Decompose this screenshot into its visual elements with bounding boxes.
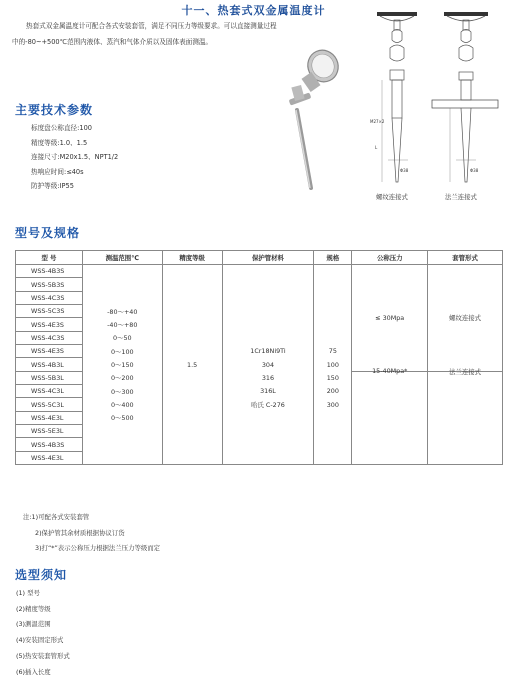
- range-cell: 0～300: [82, 385, 162, 398]
- spec-cell: 75: [314, 345, 352, 358]
- note-item: 3)打“*”表示公称压力根据法兰压力等级而定: [35, 544, 161, 552]
- model-cell: WSS-4E3L: [16, 411, 83, 424]
- model-spec-table: [15, 250, 503, 465]
- thermometer-photo: [283, 40, 353, 190]
- model-cell: WSS-4E3S: [16, 345, 83, 358]
- header-material: 保护管材料: [222, 251, 314, 265]
- material-cell: 304: [222, 358, 314, 371]
- sleeve-type-cell-2: 法兰连接式: [428, 371, 503, 464]
- note-item: 2)保护管其余材质根据协议订货: [35, 528, 125, 537]
- header-accuracy: 精度等级: [162, 251, 222, 265]
- note-item: 注:1)可配各式安装套管: [23, 513, 90, 521]
- page-title: 十一、热套式双金属温度计: [181, 4, 326, 17]
- range-cell: 0～50: [82, 331, 162, 344]
- model-cell: WSS-5B3L: [16, 371, 83, 384]
- guide-item: (6)插入长度: [16, 667, 51, 676]
- guide-item: (2)精度等级: [16, 604, 51, 613]
- model-cell: WSS-4C3L: [16, 385, 83, 398]
- material-cell: 1Cr18Ni9Ti: [222, 345, 314, 358]
- pressure-cell-1: ≤ 30Mpa: [352, 265, 428, 372]
- guide-item: (3)测温范围: [16, 620, 51, 629]
- model-cell: WSS-4B3L: [16, 358, 83, 371]
- dim-diameter-left: Φ38: [400, 168, 409, 173]
- material-cell: 哈氏 C-276: [222, 398, 314, 411]
- spec-cell: 300: [314, 398, 352, 411]
- range-cell: -40～+80: [82, 318, 162, 331]
- header-pressure: 公称压力: [352, 251, 428, 265]
- range-cell: 0～150: [82, 358, 162, 371]
- model-cell: WSS-4B3S: [16, 265, 83, 278]
- threaded-type-caption: 螺纹连接式: [376, 193, 408, 201]
- material-cell: 316L: [222, 385, 314, 398]
- spec-cell: 100: [314, 358, 352, 371]
- table-header-row: [16, 251, 503, 265]
- notes: [23, 510, 160, 557]
- spec-item: 标度盘公称直径:100: [31, 124, 92, 132]
- spec-item: 防护等级:IP55: [31, 182, 74, 191]
- intro-paragraph: 热套式双金属温度计可配合各式安装套管，满足不同压力等级要求。可以直接测量过程中的-80~+500℃范围内液体、蒸汽和气体介质以及固体表面测温。: [12, 22, 277, 46]
- guide-item: (1) 型号: [16, 589, 40, 597]
- dim-length: L: [375, 145, 378, 150]
- range-cell: -80～+40: [82, 305, 162, 318]
- model-cell: WSS-5C3L: [16, 398, 83, 411]
- spec-cell: 200: [314, 385, 352, 398]
- header-model: 型 号: [16, 251, 83, 265]
- spec-item: 热响应时间:≤40s: [31, 167, 84, 176]
- model-cell: WSS-5E3L: [16, 425, 83, 438]
- tech-heading: 主要技术参数: [15, 103, 94, 117]
- model-cell: WSS-4B3S: [16, 438, 83, 451]
- model-cell: WSS-4C3S: [16, 291, 83, 304]
- model-cell: WSS-4C3S: [16, 331, 83, 344]
- flange-type-caption: 法兰连接式: [445, 193, 477, 201]
- table-heading: 型号及规格: [15, 226, 81, 240]
- dim-thread: M27×2: [370, 119, 385, 124]
- header-spec: 规格: [314, 251, 352, 265]
- table-row: [16, 265, 503, 278]
- flange-type-drawing: [430, 10, 502, 190]
- pressure-cell-2: 15-40Mpa*: [352, 371, 428, 464]
- range-cell: 0～400: [82, 398, 162, 411]
- header-sleeve-type: 套管形式: [428, 251, 503, 265]
- spec-list: [31, 121, 118, 194]
- spec-item: 精度等级:1.0、1.5: [31, 138, 88, 147]
- range-cell: 0～500: [82, 411, 162, 424]
- guide-heading: 选型须知: [15, 568, 68, 582]
- spec-cell: 150: [314, 371, 352, 384]
- guide-item: (4)安装固定形式: [16, 636, 64, 645]
- spec-item: 连接尺寸:M20x1.5、NPT1/2: [31, 153, 119, 162]
- range-cell: 0～200: [82, 371, 162, 384]
- header-range: 测温范围℃: [82, 251, 162, 265]
- guide-item: (5)热安装套管形式: [16, 651, 70, 660]
- table-row: [16, 371, 503, 384]
- model-cell: WSS-4E3S: [16, 318, 83, 331]
- model-cell: WSS-5B3S: [16, 278, 83, 291]
- dim-diameter-right: Φ38: [470, 168, 479, 173]
- guide-list: [16, 586, 70, 680]
- model-cell: WSS-4E3L: [16, 451, 83, 464]
- accuracy-cell: 1.5: [162, 265, 222, 465]
- range-cell: 0～100: [82, 345, 162, 358]
- model-cell: WSS-5C3S: [16, 305, 83, 318]
- threaded-type-drawing: [370, 10, 425, 190]
- material-cell: 316: [222, 371, 314, 384]
- sleeve-type-cell-1: 螺纹连接式: [428, 265, 503, 372]
